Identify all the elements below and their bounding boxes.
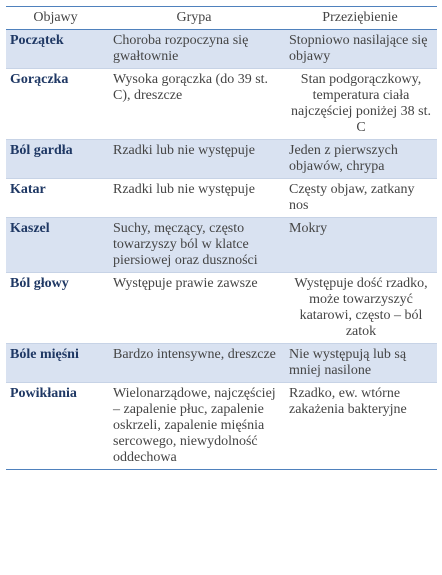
cold-cell: Mokry bbox=[283, 218, 437, 273]
symptom-cell: Ból gardła bbox=[6, 140, 105, 179]
header-cold: Przeziębienie bbox=[283, 7, 437, 30]
cold-cell: Stopniowo nasilające się objawy bbox=[283, 30, 437, 69]
flu-cell: Suchy, męczący, często towarzyszy ból w klatce piersiowej oraz duszności bbox=[105, 218, 283, 273]
cold-cell: Występuje dość rzadko, może towarzyszyć katarowi, często – ból zatok bbox=[283, 273, 437, 344]
table-row bbox=[6, 383, 437, 470]
table-row bbox=[6, 273, 437, 344]
symptom-cell: Powikłania bbox=[6, 383, 105, 470]
symptom-cell: Katar bbox=[6, 179, 105, 218]
table-body bbox=[6, 30, 437, 470]
cold-cell: Jeden z pierwszych objawów, chrypa bbox=[283, 140, 437, 179]
table-row bbox=[6, 218, 437, 273]
table-row bbox=[6, 344, 437, 383]
flu-cell: Rzadki lub nie występuje bbox=[105, 140, 283, 179]
cold-cell: Nie występują lub są mniej nasilone bbox=[283, 344, 437, 383]
flu-cell: Choroba rozpoczyna się gwałtownie bbox=[105, 30, 283, 69]
flu-cell: Rzadki lub nie występuje bbox=[105, 179, 283, 218]
symptom-cell: Bóle mięśni bbox=[6, 344, 105, 383]
table-header-row bbox=[6, 7, 437, 30]
table-row bbox=[6, 140, 437, 179]
table-row bbox=[6, 179, 437, 218]
cold-cell: Częsty objaw, zatkany nos bbox=[283, 179, 437, 218]
flu-vs-cold-table bbox=[6, 6, 437, 470]
comparison-table-container bbox=[6, 6, 437, 470]
flu-cell: Wysoka gorączka (do 39 st. C), dreszcze bbox=[105, 69, 283, 140]
symptom-cell: Początek bbox=[6, 30, 105, 69]
header-symptoms: Objawy bbox=[6, 7, 105, 30]
table-row bbox=[6, 30, 437, 69]
cold-cell: Rzadko, ew. wtórne zakażenia bakteryjne bbox=[283, 383, 437, 470]
flu-cell: Występuje prawie zawsze bbox=[105, 273, 283, 344]
table-row bbox=[6, 69, 437, 140]
header-flu: Grypa bbox=[105, 7, 283, 30]
symptom-cell: Ból głowy bbox=[6, 273, 105, 344]
symptom-cell: Kaszel bbox=[6, 218, 105, 273]
cold-cell: Stan podgorączkowy, temperatura ciała najczęściej poniżej 38 st. C bbox=[283, 69, 437, 140]
symptom-cell: Gorączka bbox=[6, 69, 105, 140]
flu-cell: Wielonarządowe, najczęściej – zapalenie płuc, zapalenie oskrzeli, zapalenie mięśnia sercowego, niewydolność oddechowa bbox=[105, 383, 283, 470]
flu-cell: Bardzo intensywne, dreszcze bbox=[105, 344, 283, 383]
